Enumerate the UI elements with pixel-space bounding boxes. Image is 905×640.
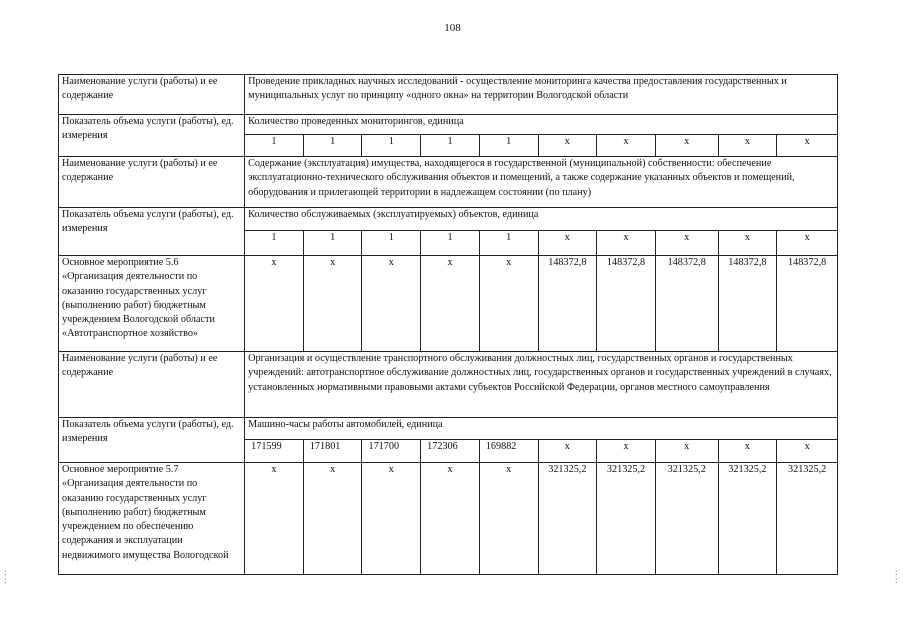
value-cell: х bbox=[718, 440, 777, 463]
value-cell: 1 bbox=[479, 135, 538, 157]
volume-indicator-label: Показатель объема услуги (работы), ед. измерения bbox=[59, 208, 245, 256]
page-number: 108 bbox=[444, 22, 461, 34]
value-cell: 1 bbox=[303, 135, 362, 157]
value-cell: 321325,2 bbox=[777, 463, 838, 575]
service-description: Организация и осуществление транспортного обслуживания должностных лиц, государственных органов и государственных учреждений: автотранспортное обслуживание должностных лиц, государственных органов и государственных учреждений в случаях, установленных нормативными правовыми актами субъектов Российской Федерации, органов местного самоуправления bbox=[245, 352, 838, 418]
value-cell: 148372,8 bbox=[718, 256, 777, 352]
service-description: Проведение прикладных научных исследований - осуществление мониторинга качества предоставления государственных и муниципальных услуг по принципу «одного окна» на территории Вологодской области bbox=[245, 75, 838, 115]
value-cell: 148372,8 bbox=[538, 256, 597, 352]
table-row bbox=[59, 256, 838, 352]
volume-indicator-label: Показатель объема услуги (работы), ед. измерения bbox=[59, 418, 245, 463]
value-cell: х bbox=[777, 231, 838, 256]
value-cell: 171801 bbox=[303, 440, 362, 463]
scan-edge-mark: : : bbox=[4, 567, 7, 585]
value-cell: 321325,2 bbox=[655, 463, 718, 575]
main-activity-label: Основное мероприятие 5.6 «Организация деятельности по оказанию государственных услуг (выполнению работ) бюджетным учреждением Вологодской области «Автотранспортное хозяйство» bbox=[59, 256, 245, 352]
value-cell: 1 bbox=[479, 231, 538, 256]
value-cell: х bbox=[718, 135, 777, 157]
value-cell: 1 bbox=[362, 135, 421, 157]
table-row bbox=[59, 115, 838, 135]
volume-indicator-description: Количество обслуживаемых (эксплуатируемых) объектов, единица bbox=[245, 208, 838, 231]
scan-edge-mark: : : bbox=[895, 567, 898, 585]
table-row bbox=[59, 157, 838, 208]
service-name-label: Наименование услуги (работы) и ее содержание bbox=[59, 352, 245, 418]
value-cell: х bbox=[303, 463, 362, 575]
value-cell: х bbox=[597, 135, 656, 157]
service-name-label: Наименование услуги (работы) и ее содержание bbox=[59, 75, 245, 115]
value-cell: 321325,2 bbox=[597, 463, 656, 575]
program-table bbox=[58, 74, 838, 575]
value-cell: х bbox=[245, 463, 304, 575]
value-cell: х bbox=[479, 463, 538, 575]
value-cell: 148372,8 bbox=[597, 256, 656, 352]
value-cell: 171700 bbox=[362, 440, 421, 463]
value-cell: х bbox=[655, 135, 718, 157]
value-cell: х bbox=[479, 256, 538, 352]
volume-indicator-label: Показатель объема услуги (работы), ед. измерения bbox=[59, 115, 245, 157]
value-cell: 1 bbox=[421, 231, 480, 256]
value-cell: 171599 bbox=[245, 440, 304, 463]
value-cell: х bbox=[777, 135, 838, 157]
value-cell: 1 bbox=[421, 135, 480, 157]
value-cell: 1 bbox=[362, 231, 421, 256]
value-cell: 1 bbox=[245, 231, 304, 256]
value-cell: х bbox=[421, 256, 480, 352]
value-cell: х bbox=[777, 440, 838, 463]
value-cell: 148372,8 bbox=[777, 256, 838, 352]
value-cell: 321325,2 bbox=[718, 463, 777, 575]
value-cell: 169882 bbox=[479, 440, 538, 463]
value-cell: х bbox=[362, 463, 421, 575]
table-row bbox=[59, 352, 838, 418]
value-cell: х bbox=[362, 256, 421, 352]
value-cell: х bbox=[245, 256, 304, 352]
value-cell: х bbox=[597, 231, 656, 256]
volume-indicator-description: Количество проведенных мониторингов, единица bbox=[245, 115, 838, 135]
table-row bbox=[59, 463, 838, 575]
table-row bbox=[59, 75, 838, 115]
value-cell: х bbox=[718, 231, 777, 256]
value-cell: х bbox=[538, 231, 597, 256]
value-cell: 1 bbox=[303, 231, 362, 256]
value-cell: х bbox=[538, 440, 597, 463]
value-cell: 172306 bbox=[421, 440, 480, 463]
value-cell: 148372,8 bbox=[655, 256, 718, 352]
value-cell: х bbox=[655, 440, 718, 463]
table-row bbox=[59, 208, 838, 231]
value-cell: х bbox=[597, 440, 656, 463]
table-row bbox=[59, 418, 838, 440]
volume-indicator-description: Машино-часы работы автомобилей, единица bbox=[245, 418, 838, 440]
value-cell: х bbox=[655, 231, 718, 256]
value-cell: 1 bbox=[245, 135, 304, 157]
service-description: Содержание (эксплуатация) имущества, находящегося в государственной (муниципальной) собственности: обеспечение эксплуатационно-технического обслуживания объектов и помещений, а также содержание указанных объектов и помещений, оборудования и прилегающей территории в надлежащем состоянии (по плану) bbox=[245, 157, 838, 208]
value-cell: х bbox=[303, 256, 362, 352]
value-cell: х bbox=[538, 135, 597, 157]
main-activity-label: Основное мероприятие 5.7 «Организация деятельности по оказанию государственных услуг (выполнению работ) бюджетным учреждением по обеспечению содержания и эксплуатации недвижимого имущества Вологодской bbox=[59, 463, 245, 575]
value-cell: х bbox=[421, 463, 480, 575]
value-cell: 321325,2 bbox=[538, 463, 597, 575]
service-name-label: Наименование услуги (работы) и ее содержание bbox=[59, 157, 245, 208]
